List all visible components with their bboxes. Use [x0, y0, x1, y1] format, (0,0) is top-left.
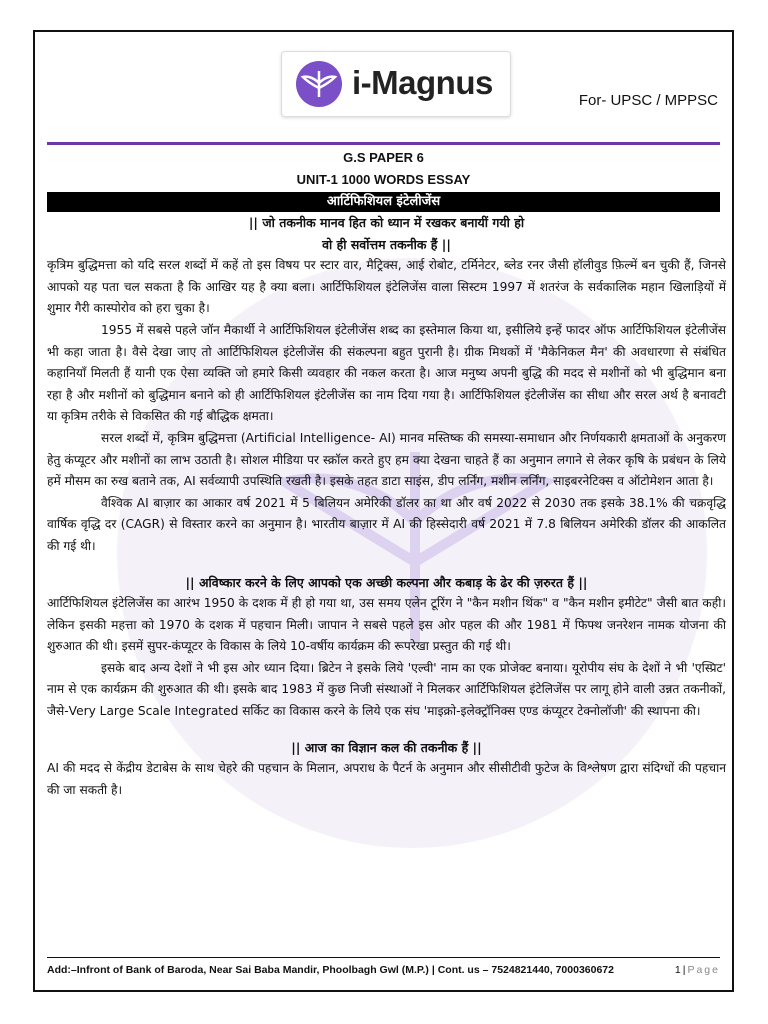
logo — [281, 51, 511, 117]
quote-line: || जो तकनीक मानव हित को ध्यान में रखकर बनायीं गयी हो — [248, 215, 525, 230]
paragraph: AI की मदद से केंद्रीय डेटाबेस के साथ चेहरे की पहचान के मिलान, अपराध के पैटर्न के अनुमान और सीसीटीवी फुटेज के विश्लेषण द्वारा संदिग्धों की पहचान की जा सकती है। — [47, 761, 726, 797]
footer-address: Add:–Infront of Bank of Baroda, Near Sai Baba Mandir, Phoolbagh Gwl (M.P.) | Cont. us – 7524821440, 7000360672 — [47, 964, 614, 976]
logo-bird-icon — [296, 61, 342, 107]
quote-line: || अविष्कार करने के लिए आपको एक अच्छी कल्पना और कबाड़ के ढेर की ज़रुरत हैं || — [185, 574, 588, 590]
page-number: 1 | Page — [674, 964, 720, 976]
quote-line: वो ही सर्वोत्तम तकनीक हैं || — [322, 236, 451, 252]
header-divider — [47, 142, 720, 145]
paragraph: कृत्रिम बुद्धिमत्ता को यदि सरल शब्दों में कहें तो इस विषय पर स्टार वार, मैट्रिक्स, आई रोबोट, टर्मिनेटर, ब्लेड रनर जैसी हॉलीवुड फ़िल्में बन चुकी हैं, जिनसे आपको यह पता चल सकता है कि आखिर यह है क्या बला। आर्टिफिशियल इंटेलिजेंस वाला सिस्टम 1997 में शतरंज के सर्वकालिक महान खिलाड़ियों में शुमार गैरी कास्पोरोव को हरा चुका है। — [47, 258, 726, 316]
footer-divider — [47, 957, 720, 958]
quote-line: || आज का विज्ञान कल की तकनीक हैं || — [291, 739, 482, 755]
footer — [47, 964, 720, 976]
exam-target-label: For- UPSC / MPPSC — [578, 92, 718, 109]
paragraph: सरल शब्दों में, कृत्रिम बुद्धिमत्ता (Artificial Intelligence- AI) मानव मस्तिष्क की समस्या-समाधान और निर्णयकारी क्षमताओं के अनुकरण हेतु कंप्यूटर और मशीनों का लाभ उठाती है। सोशल मीडिया पर स्क्रॉल करते हुए हम क्या देखना चाहते हैं का अनुमान लगाने से लेकर कृषि के प्रबंधन के लिये हमें मौसम का रुख बताने तक, AI सर्वव्यापी उपस्थिति रखती है। इसके तहत डाटा साइंस, डीप लर्निंग, मशीन लर्निंग, साइबरनेटिक्स व ऑटोमेशन आता है। — [47, 430, 726, 489]
essay-body — [47, 212, 726, 801]
paragraph: इसके बाद अन्य देशों ने भी इस ओर ध्यान दिया। ब्रिटेन ने इसके लिये 'एल्वी' नाम का एक प्रोजेक्ट बनाया। यूरोपीय संघ के देशों ने भी 'एस्प्रिट' नाम से एक कार्यक्रम की शुरुआत की थी। इसके बाद 1983 में कुछ निजी संस्थाओं ने मिलकर आर्टिफिशियल इंटेलिजेंस पर लागू होने वाली उन्नत तकनीकों, जैसे-Very Large Scale Integrated सर्किट का विकास करने के लिये एक संघ 'माइक्रो-इलेक्ट्रॉनिक्स एण्ड कंप्यूटर टेक्नोलॉजी' की स्थापना की। — [47, 660, 726, 719]
paragraph: वैश्विक AI बाज़ार का आकार वर्ष 2021 में 5 बिलियन अमेरिकी डॉलर का था और वर्ष 2022 से 2030 तक इसके 38.1% की चक्रवृद्धि वार्षिक वृद्धि दर (CAGR) से विस्तार करने का अनुमान है। भारतीय बाज़ार में AI की हिस्सेदारी वर्ष 2021 में 7.8 बिलियन अमेरिकी डॉलर की आकलित की गई थी। — [47, 495, 726, 553]
paragraph: 1955 में सबसे पहले जॉन मैकार्थी ने आर्टिफिशियल इंटेलीजेंस शब्द का इस्तेमाल किया था, इसीलिये इन्हें फादर ऑफ आर्टिफिशियल इंटेलीजेंस भी कहा जाता है। वैसे देखा जाए तो आर्टिफिशियल इंटेलीजेंस की संकल्पना बहुत पुरानी है। ग्रीक मिथकों में 'मैकेनिकल मैन' की अवधारणा से संबंधित कहानियाँ मिलती हैं यानी एक ऐसा व्यक्ति जो हमारे किसी व्यवहार की नकल करता है। आज मनुष्य अपनी बुद्धि की मदद से मशीनों को भी बुद्धिमान बना रहा है और मशीनों को बुद्धिमान बनाने को ही आर्टिफिशियल इंटेलीजेंस का नाम दिया गया है। आर्टिफिशियल इंटेलीजेंस का सीधा और सरल अर्थ है बनावटी या कृत्रिम तरीके से विकसित की गई बौद्धिक क्षमता। — [47, 322, 726, 424]
logo-text: i-Magnus — [352, 64, 493, 101]
unit-title: UNIT-1 1000 WORDS ESSAY — [296, 172, 471, 187]
topic-title: आर्टिफिशियल इंटेलीजेंस — [47, 192, 720, 212]
paragraph: आर्टिफिशियल इंटेलिजेंस का आरंभ 1950 के दशक में ही हो गया था, उस समय एलेन टूरिंग ने "कैन मशीन थिंक" व "कैन मशीन इमीटेट" जैसी बात कही। लेकिन इसकी महत्ता को 1970 के दशक में पहचान मिली। जापान ने सबसे पहले इस ओर पहल की और 1981 में फिफ्थ जनरेशन नामक योजना की शुरुआत की थी। इसमें सुपर-कंप्यूटर के विकास के लिये 10-वर्षीय कार्यक्रम की रूपरेखा प्रस्तुत की गई थी। — [47, 596, 726, 654]
paper-title: G.S PAPER 6 — [343, 150, 424, 165]
page-frame — [33, 30, 734, 992]
